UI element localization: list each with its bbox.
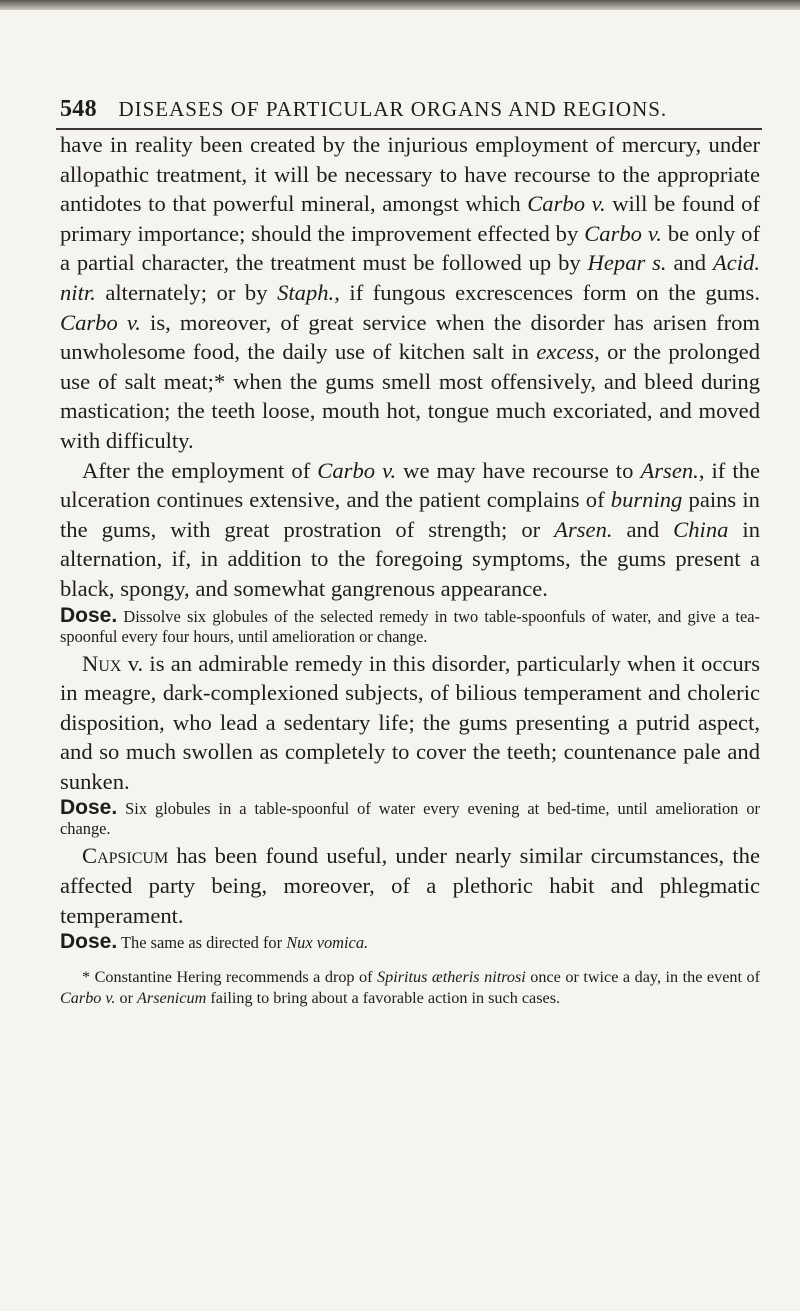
body-text [60,130,760,1008]
paragraph-arsenicum: After the employment of Carbo v. we may have recourse to Arsen., if the ulceration continues extensive, and the patient complains of burning pains in the gums, with great prostration of strength; or Arsen. and China in alternation, if, in addition to the foregoing symptoms, the gums present a black, spongy, and somewhat gangrenous appearance. [60,457,760,601]
dose-instruction-2: Dose. Six globules in a table-spoonful of water every evening at bed-time, until amelioration or change. [60,796,760,839]
paragraph-capsicum: Capsicum has been found useful, under nearly similar circumstances, the affected party being, moreover, of a plethoric habit and phlegmatic temperament. [60,843,760,928]
running-title: DISEASES OF PARTICULAR ORGANS AND REGIONS. [118,97,668,121]
footnote: * Constantine Hering recommends a drop of Spiritus ætheris nitrosi once or twice a day, in the event of Carbo v. or Arsenicum failing to bring about a favorable action in such cases. [60,968,760,1007]
dose-instruction-1: Dose. Dissolve six globules of the selected remedy in two table-spoonfuls of water, and give a tea-spoonful every four hours, until amelioration or change. [60,603,760,646]
paragraph-nux-vomica: Nux v. is an admirable remedy in this disorder, particularly when it occurs in meagre, dark-complexioned subjects, of bilious temperament and choleric disposition, who lead a sedentary life; the gums presenting a putrid aspect, and so much swollen as completely to cover the teeth; countenance pale and sunken. [60,650,760,794]
page-header [60,96,760,123]
dose-instruction-3: Dose. The same as directed for Nux vomica. [60,930,369,954]
page-number: 548 [60,96,97,122]
page-top-edge [0,0,800,10]
paragraph-mercury: have in reality been created by the injurious employment of mercury, under allopathic treatment, it will be necessary to have recourse to the appropriate antidotes to that powerful mineral, amongst which Carbo v. will be found of primary importance; should the improvement effected by Carbo v. be only of a partial character, the treatment must be followed up by Hepar s. and Acid. nitr. alternately; or by Staph., if fungous excrescences form on the gums. Carbo v. is, moreover, of great service when the disorder has arisen from unwholesome food, the daily use of kitchen salt in excess, or the prolonged use of salt meat;* when the gums smell most offensively, and bleed during mastication; the teeth loose, mouth hot, tongue much excoriated, and moved with difficulty. [60,132,761,453]
